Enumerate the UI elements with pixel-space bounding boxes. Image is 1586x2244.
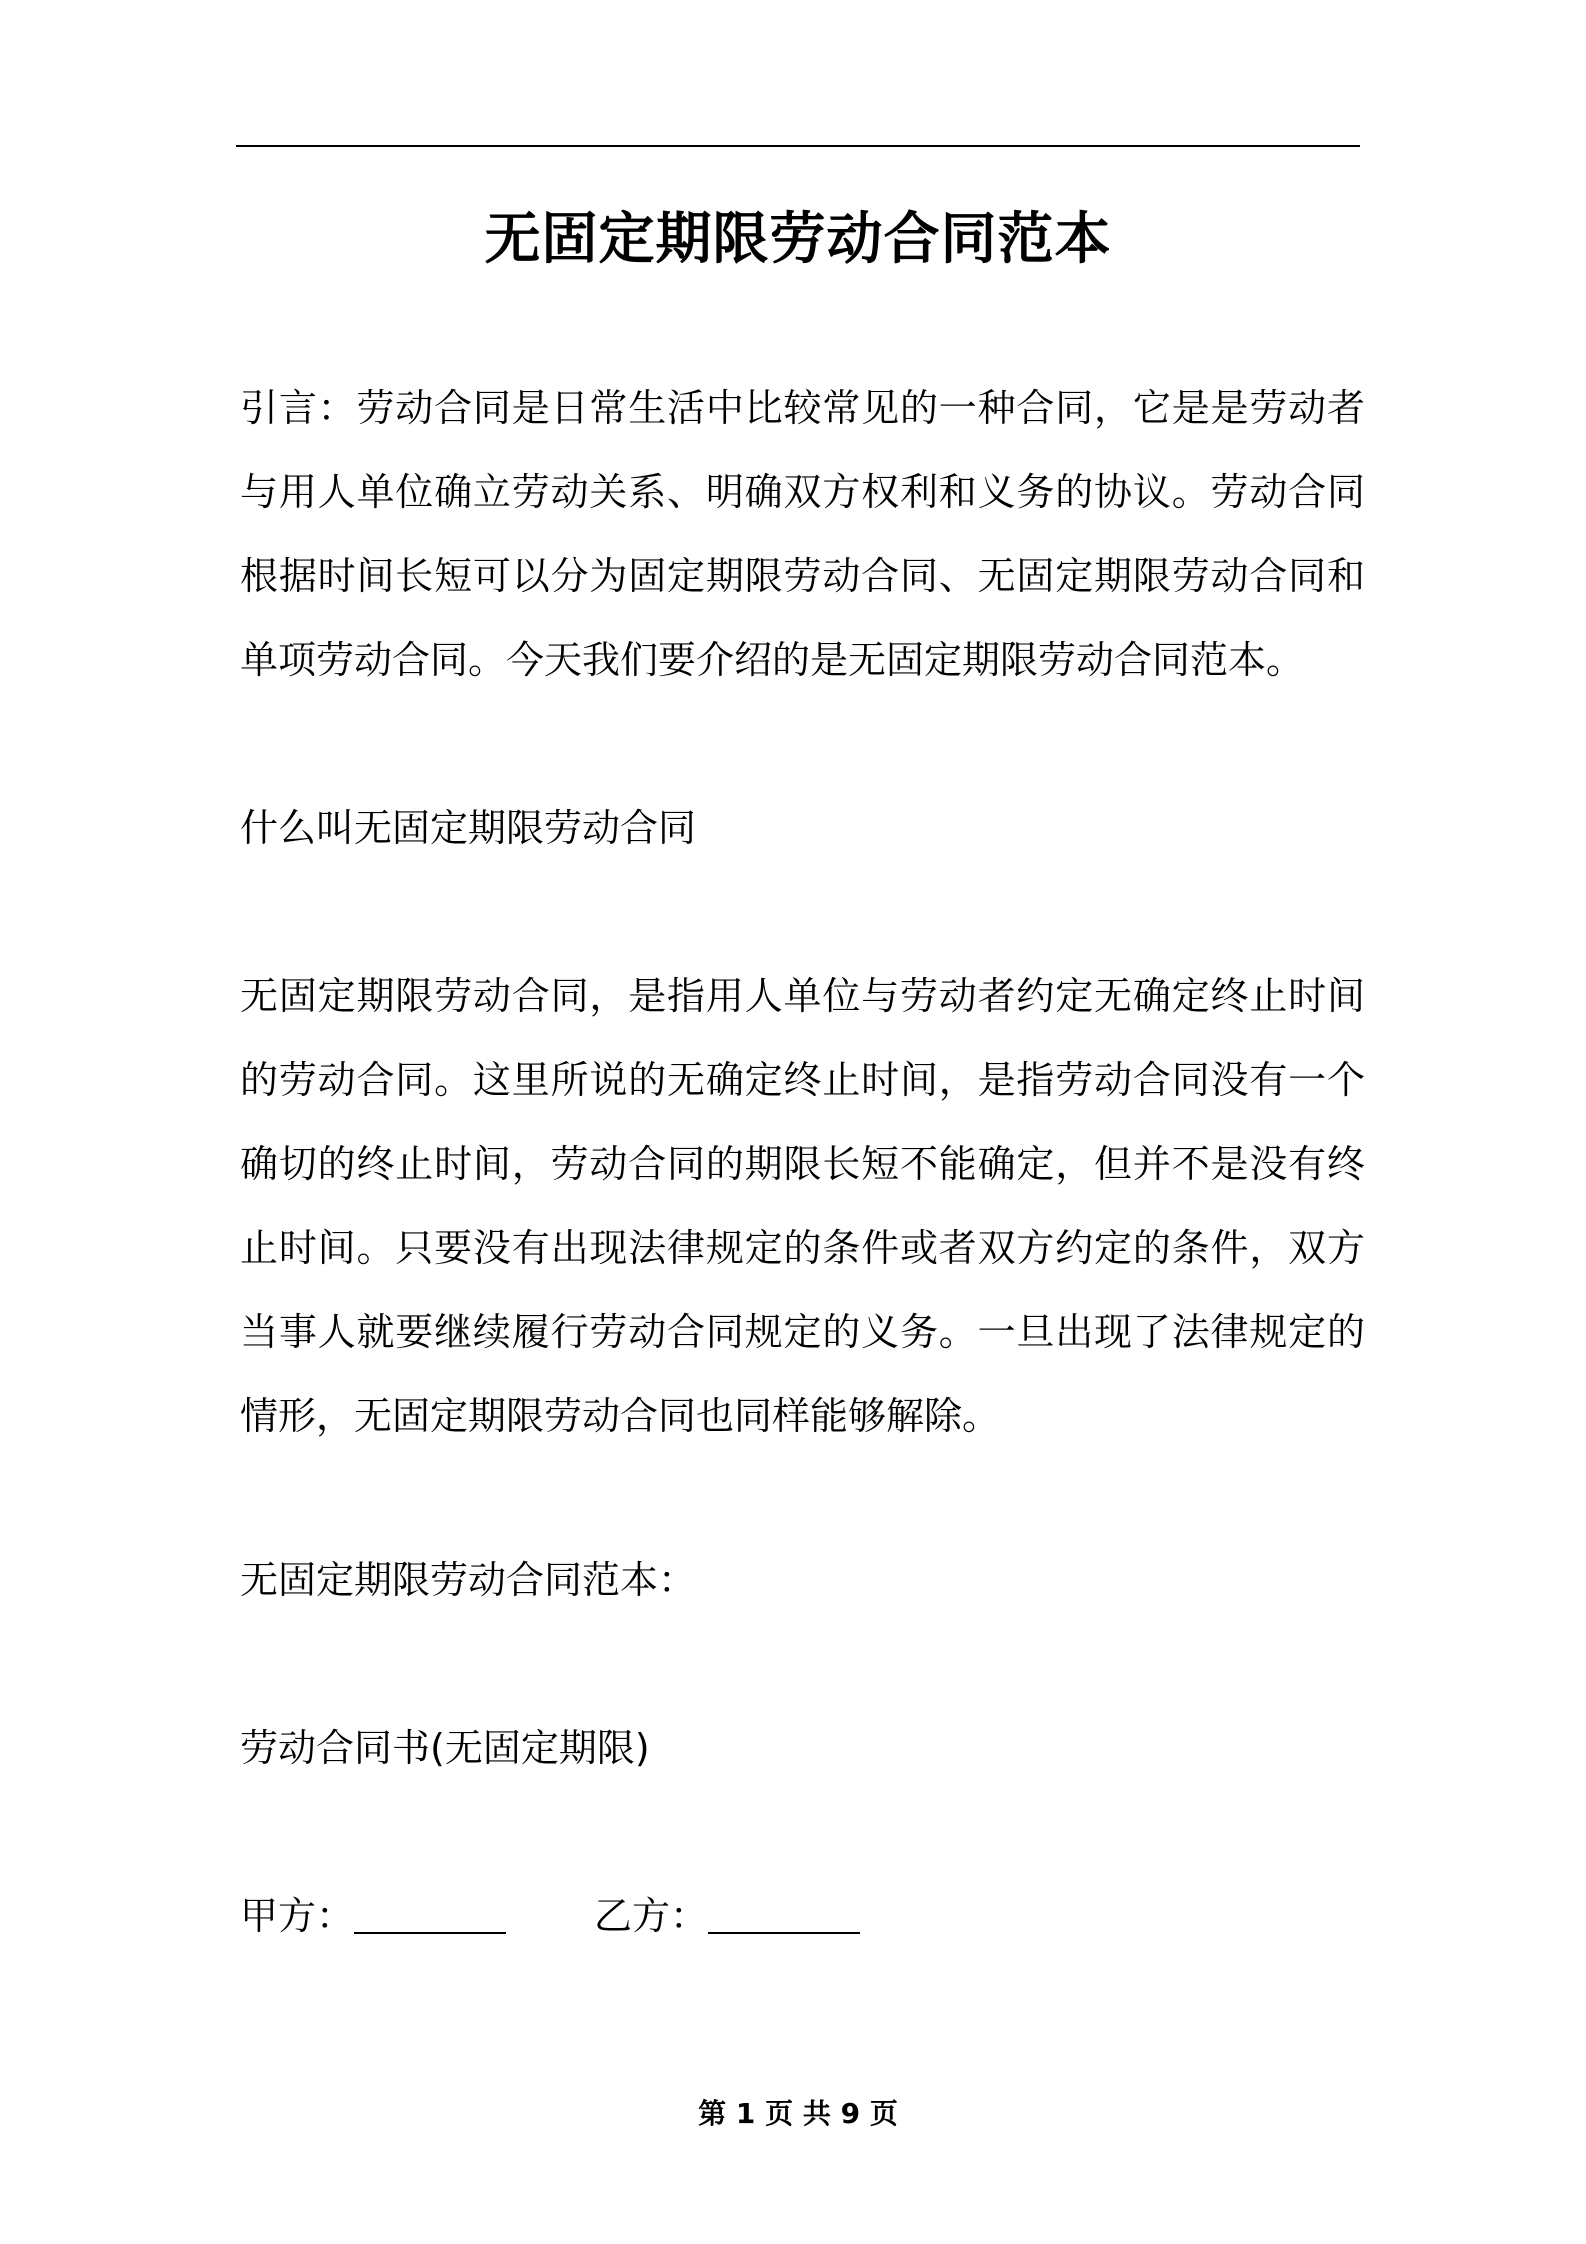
document-title: 无固定期限劳动合同范本 (484, 207, 1112, 272)
party-a-label: 甲方： (240, 1894, 355, 1938)
section-heading: 什么叫无固定期限劳动合同 (240, 806, 697, 850)
party-a-blank (354, 1874, 506, 1934)
header-rule (236, 145, 1360, 147)
definition-paragraph: 无固定期限劳动合同，是指用人单位与劳动者约定无确定终止时间的劳动合同。这里所说的无确定终止时间，是指劳动合同没有一个确切的终止时间，劳动合同的期限长短不能确定，但并不是没有终止时间。只要没有出现法律规定的条件或者双方约定的条件，双方当事人就要继续履行劳动合同规定的义务。一旦出现了法律规定的情形，无固定期限劳动合同也同样能够解除。 (240, 974, 1365, 1438)
party-b-label: 乙方： (594, 1894, 709, 1938)
party-a (240, 1874, 506, 1958)
party-b-blank (708, 1874, 860, 1934)
parties-line (240, 1874, 860, 1958)
party-b (594, 1874, 860, 1958)
intro-paragraph: 引言：劳动合同是日常生活中比较常见的一种合同，它是是劳动者与用人单位确立劳动关系、明确双方权利和义务的协议。劳动合同根据时间长短可以分为固定期限劳动合同、无固定期限劳动合同和单项劳动合同。今天我们要介绍的是无固定期限劳动合同范本。 (240, 386, 1365, 682)
contract-heading: 劳动合同书(无固定期限) (240, 1726, 650, 1770)
sample-heading: 无固定期限劳动合同范本： (240, 1558, 697, 1602)
page-number: 第 1 页 共 9 页 (698, 2097, 898, 2130)
